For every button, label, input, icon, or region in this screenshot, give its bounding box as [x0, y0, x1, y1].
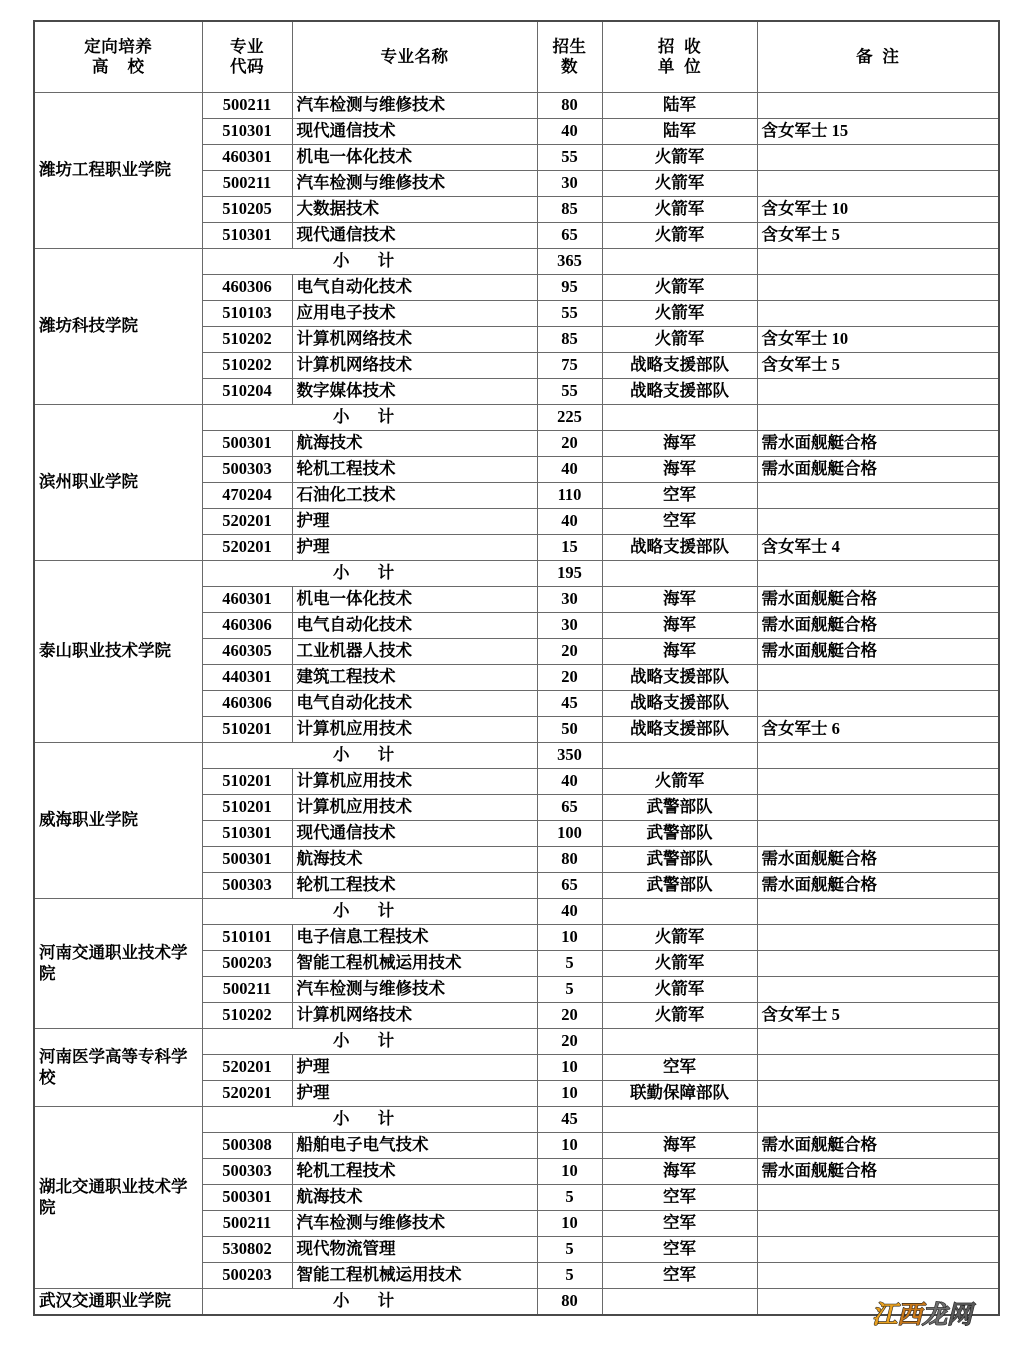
enrollment-count-cell: 110 [537, 483, 602, 509]
major-name-cell: 机电一体化技术 [292, 587, 537, 613]
major-code-cell: 510205 [202, 197, 292, 223]
major-name-cell: 计算机应用技术 [292, 769, 537, 795]
enrollment-count-cell: 15 [537, 535, 602, 561]
major-code-cell: 500203 [202, 951, 292, 977]
enrollment-count-cell: 100 [537, 821, 602, 847]
major-name-cell: 计算机应用技术 [292, 795, 537, 821]
recruiting-unit-cell: 火箭军 [602, 301, 757, 327]
school-name-cell: 潍坊科技学院 [34, 249, 202, 405]
subtotal-unit-empty [602, 1029, 757, 1055]
subtotal-label: 小 计 [202, 561, 537, 587]
recruiting-unit-cell: 武警部队 [602, 821, 757, 847]
major-name-cell: 智能工程机械运用技术 [292, 951, 537, 977]
subtotal-row [34, 1289, 999, 1315]
recruiting-unit-cell: 陆军 [602, 93, 757, 119]
major-name-cell: 工业机器人技术 [292, 639, 537, 665]
major-name-cell: 护理 [292, 1055, 537, 1081]
column-header-remark [757, 21, 999, 93]
enrollment-count-cell: 80 [537, 847, 602, 873]
remark-cell [757, 1185, 999, 1211]
subtotal-row [34, 249, 999, 275]
recruiting-unit-cell: 火箭军 [602, 977, 757, 1003]
subtotal-count: 350 [537, 743, 602, 769]
column-header-count-line2: 数 [561, 57, 578, 76]
table-header [34, 21, 999, 93]
remark-cell: 需水面舰艇合格 [757, 431, 999, 457]
school-name-cell: 湖北交通职业技术学院 [34, 1107, 202, 1289]
major-name-cell: 计算机网络技术 [292, 353, 537, 379]
enrollment-count-cell: 10 [537, 1081, 602, 1107]
major-code-cell: 470204 [202, 483, 292, 509]
subtotal-count: 225 [537, 405, 602, 431]
major-code-cell: 500211 [202, 171, 292, 197]
subtotal-count: 20 [537, 1029, 602, 1055]
column-header-unit-line2: 单 位 [657, 57, 702, 76]
major-code-cell: 510204 [202, 379, 292, 405]
enrollment-count-cell: 40 [537, 119, 602, 145]
column-header-code-line1: 专业 [230, 36, 264, 56]
enrollment-count-cell: 5 [537, 977, 602, 1003]
remark-cell [757, 1263, 999, 1289]
major-name-cell: 轮机工程技术 [292, 873, 537, 899]
remark-cell: 含女军士 5 [757, 223, 999, 249]
major-name-cell: 建筑工程技术 [292, 665, 537, 691]
recruiting-unit-cell: 火箭军 [602, 275, 757, 301]
major-code-cell: 510202 [202, 327, 292, 353]
major-code-cell: 510201 [202, 717, 292, 743]
recruiting-unit-cell: 火箭军 [602, 769, 757, 795]
enrollment-count-cell: 40 [537, 509, 602, 535]
major-code-cell: 510202 [202, 1003, 292, 1029]
column-header-count [537, 21, 602, 93]
school-name-cell: 武汉交通职业学院 [34, 1289, 202, 1315]
subtotal-remark-empty [757, 899, 999, 925]
major-code-cell: 500211 [202, 977, 292, 1003]
recruiting-unit-cell: 陆军 [602, 119, 757, 145]
major-code-cell: 460306 [202, 275, 292, 301]
recruiting-unit-cell: 火箭军 [602, 1003, 757, 1029]
subtotal-count: 365 [537, 249, 602, 275]
enrollment-count-cell: 95 [537, 275, 602, 301]
recruiting-unit-cell: 火箭军 [602, 197, 757, 223]
major-name-cell: 电气自动化技术 [292, 275, 537, 301]
major-code-cell: 530802 [202, 1237, 292, 1263]
table-body [34, 93, 999, 1315]
recruiting-unit-cell: 海军 [602, 457, 757, 483]
major-name-cell: 汽车检测与维修技术 [292, 171, 537, 197]
enrollment-count-cell: 30 [537, 171, 602, 197]
remark-cell [757, 483, 999, 509]
recruiting-unit-cell: 空军 [602, 1263, 757, 1289]
major-code-cell: 510301 [202, 223, 292, 249]
column-header-code-line2: 代码 [230, 57, 264, 76]
major-code-cell: 500303 [202, 457, 292, 483]
column-header-major [292, 21, 537, 93]
subtotal-unit-empty [602, 405, 757, 431]
enrollment-count-cell: 40 [537, 457, 602, 483]
remark-cell: 含女军士 6 [757, 717, 999, 743]
enrollment-count-cell: 40 [537, 769, 602, 795]
remark-cell: 需水面舰艇合格 [757, 1159, 999, 1185]
school-name-cell: 威海职业学院 [34, 743, 202, 899]
major-name-cell: 计算机网络技术 [292, 1003, 537, 1029]
remark-cell [757, 145, 999, 171]
header-row [34, 21, 999, 93]
major-name-cell: 智能工程机械运用技术 [292, 1263, 537, 1289]
major-name-cell: 航海技术 [292, 1185, 537, 1211]
recruiting-unit-cell: 武警部队 [602, 795, 757, 821]
recruiting-unit-cell: 火箭军 [602, 223, 757, 249]
subtotal-remark-empty [757, 743, 999, 769]
school-name-cell: 滨州职业学院 [34, 405, 202, 561]
enrollment-count-cell: 50 [537, 717, 602, 743]
major-code-cell: 500211 [202, 1211, 292, 1237]
enrollment-count-cell: 10 [537, 1133, 602, 1159]
major-code-cell: 500211 [202, 93, 292, 119]
remark-cell: 含女军士 5 [757, 353, 999, 379]
recruiting-unit-cell: 海军 [602, 1133, 757, 1159]
enrollment-count-cell: 5 [537, 951, 602, 977]
major-code-cell: 500301 [202, 847, 292, 873]
enrollment-count-cell: 65 [537, 873, 602, 899]
subtotal-label: 小 计 [202, 743, 537, 769]
enrollment-count-cell: 55 [537, 379, 602, 405]
recruiting-unit-cell: 战略支援部队 [602, 717, 757, 743]
major-code-cell: 500203 [202, 1263, 292, 1289]
major-name-cell: 护理 [292, 535, 537, 561]
remark-cell: 需水面舰艇合格 [757, 587, 999, 613]
major-name-cell: 石油化工技术 [292, 483, 537, 509]
remark-cell [757, 171, 999, 197]
recruiting-unit-cell: 空军 [602, 483, 757, 509]
major-name-cell: 应用电子技术 [292, 301, 537, 327]
remark-cell [757, 665, 999, 691]
school-name-cell: 潍坊工程职业学院 [34, 93, 202, 249]
major-name-cell: 电气自动化技术 [292, 613, 537, 639]
recruiting-unit-cell: 火箭军 [602, 171, 757, 197]
remark-cell: 含女军士 4 [757, 535, 999, 561]
subtotal-row [34, 1107, 999, 1133]
enrollment-count-cell: 85 [537, 197, 602, 223]
enrollment-count-cell: 65 [537, 223, 602, 249]
enrollment-count-cell: 10 [537, 925, 602, 951]
remark-cell [757, 301, 999, 327]
enrollment-count-cell: 10 [537, 1055, 602, 1081]
major-name-cell: 护理 [292, 509, 537, 535]
major-code-cell: 440301 [202, 665, 292, 691]
recruiting-unit-cell: 火箭军 [602, 951, 757, 977]
watermark-char: 江 [872, 1300, 898, 1329]
subtotal-count: 80 [537, 1289, 602, 1315]
major-name-cell: 大数据技术 [292, 197, 537, 223]
recruiting-unit-cell: 战略支援部队 [602, 691, 757, 717]
major-name-cell: 汽车检测与维修技术 [292, 1211, 537, 1237]
major-code-cell: 510201 [202, 769, 292, 795]
major-name-cell: 数字媒体技术 [292, 379, 537, 405]
enrollment-count-cell: 55 [537, 145, 602, 171]
recruiting-unit-cell: 战略支援部队 [602, 535, 757, 561]
major-name-cell: 轮机工程技术 [292, 457, 537, 483]
subtotal-unit-empty [602, 743, 757, 769]
major-code-cell: 510201 [202, 795, 292, 821]
enrollment-count-cell: 5 [537, 1185, 602, 1211]
major-name-cell: 电气自动化技术 [292, 691, 537, 717]
major-name-cell: 计算机应用技术 [292, 717, 537, 743]
remark-cell: 含女军士 10 [757, 197, 999, 223]
enrollment-count-cell: 10 [537, 1211, 602, 1237]
enrollment-count-cell: 55 [537, 301, 602, 327]
enrollment-count-cell: 5 [537, 1263, 602, 1289]
subtotal-remark-empty [757, 249, 999, 275]
subtotal-row [34, 899, 999, 925]
major-code-cell: 460305 [202, 639, 292, 665]
subtotal-row [34, 405, 999, 431]
enrollment-count-cell: 20 [537, 665, 602, 691]
subtotal-unit-empty [602, 1289, 757, 1315]
subtotal-label: 小 计 [202, 249, 537, 275]
major-name-cell: 机电一体化技术 [292, 145, 537, 171]
major-code-cell: 500303 [202, 873, 292, 899]
enrollment-count-cell: 75 [537, 353, 602, 379]
remark-cell [757, 925, 999, 951]
major-code-cell: 460306 [202, 613, 292, 639]
subtotal-label: 小 计 [202, 1107, 537, 1133]
major-code-cell: 520201 [202, 535, 292, 561]
recruiting-unit-cell: 空军 [602, 509, 757, 535]
remark-cell: 含女军士 15 [757, 119, 999, 145]
remark-cell [757, 1211, 999, 1237]
major-name-cell: 轮机工程技术 [292, 1159, 537, 1185]
remark-cell: 需水面舰艇合格 [757, 847, 999, 873]
subtotal-count: 195 [537, 561, 602, 587]
remark-cell [757, 691, 999, 717]
remark-cell: 需水面舰艇合格 [757, 873, 999, 899]
major-name-cell: 航海技术 [292, 431, 537, 457]
column-header-count-line1: 招生 [552, 36, 587, 56]
enrollment-count-cell: 20 [537, 639, 602, 665]
enrollment-count-cell: 20 [537, 431, 602, 457]
column-header-unit-line1: 招 收 [657, 36, 702, 56]
remark-cell [757, 1237, 999, 1263]
recruiting-unit-cell: 火箭军 [602, 925, 757, 951]
major-code-cell: 510103 [202, 301, 292, 327]
major-code-cell: 510301 [202, 119, 292, 145]
recruiting-unit-cell: 战略支援部队 [602, 379, 757, 405]
major-name-cell: 现代通信技术 [292, 223, 537, 249]
recruiting-unit-cell: 海军 [602, 613, 757, 639]
school-name-cell: 河南医学高等专科学校 [34, 1029, 202, 1107]
major-code-cell: 460301 [202, 145, 292, 171]
subtotal-row [34, 1029, 999, 1055]
column-header-school [34, 21, 202, 93]
major-name-cell: 现代通信技术 [292, 119, 537, 145]
column-header-school-line2: 高 校 [92, 57, 145, 76]
recruiting-unit-cell: 火箭军 [602, 145, 757, 171]
subtotal-remark-empty [757, 405, 999, 431]
subtotal-unit-empty [602, 1107, 757, 1133]
major-code-cell: 500301 [202, 1185, 292, 1211]
subtotal-row [34, 561, 999, 587]
recruiting-unit-cell: 武警部队 [602, 847, 757, 873]
subtotal-row [34, 743, 999, 769]
major-name-cell: 汽车检测与维修技术 [292, 93, 537, 119]
major-code-cell: 500301 [202, 431, 292, 457]
recruiting-unit-cell: 海军 [602, 639, 757, 665]
major-name-cell: 计算机网络技术 [292, 327, 537, 353]
enrollment-count-cell: 45 [537, 691, 602, 717]
column-header-major-line1: 专业名称 [380, 46, 449, 66]
subtotal-count: 40 [537, 899, 602, 925]
site-watermark [872, 1302, 972, 1327]
remark-cell [757, 951, 999, 977]
subtotal-label: 小 计 [202, 899, 537, 925]
recruiting-unit-cell: 空军 [602, 1237, 757, 1263]
watermark-char: 龙 [922, 1300, 948, 1329]
subtotal-remark-empty [757, 1029, 999, 1055]
recruiting-unit-cell: 火箭军 [602, 327, 757, 353]
subtotal-remark-empty [757, 561, 999, 587]
major-code-cell: 500303 [202, 1159, 292, 1185]
enrollment-count-cell: 20 [537, 1003, 602, 1029]
subtotal-label: 小 计 [202, 1029, 537, 1055]
major-name-cell: 航海技术 [292, 847, 537, 873]
remark-cell [757, 821, 999, 847]
remark-cell [757, 93, 999, 119]
recruiting-unit-cell: 空军 [602, 1055, 757, 1081]
subtotal-remark-empty [757, 1107, 999, 1133]
major-code-cell: 520201 [202, 509, 292, 535]
enrollment-count-cell: 80 [537, 93, 602, 119]
watermark-char: 网 [947, 1300, 973, 1329]
subtotal-unit-empty [602, 561, 757, 587]
recruiting-unit-cell: 海军 [602, 431, 757, 457]
recruiting-unit-cell: 空军 [602, 1211, 757, 1237]
major-name-cell: 现代通信技术 [292, 821, 537, 847]
remark-cell [757, 275, 999, 301]
watermark-char: 西 [897, 1300, 923, 1329]
column-header-remark-line1: 备 注 [856, 46, 900, 66]
column-header-unit [602, 21, 757, 93]
recruiting-unit-cell: 海军 [602, 587, 757, 613]
remark-cell: 需水面舰艇合格 [757, 639, 999, 665]
remark-cell: 含女军士 5 [757, 1003, 999, 1029]
remark-cell [757, 1055, 999, 1081]
subtotal-label: 小 计 [202, 405, 537, 431]
recruiting-unit-cell: 空军 [602, 1185, 757, 1211]
major-name-cell: 电子信息工程技术 [292, 925, 537, 951]
enrollment-count-cell: 85 [537, 327, 602, 353]
major-name-cell: 现代物流管理 [292, 1237, 537, 1263]
major-name-cell: 船舶电子电气技术 [292, 1133, 537, 1159]
column-header-code [202, 21, 292, 93]
remark-cell: 需水面舰艇合格 [757, 613, 999, 639]
major-code-cell: 460301 [202, 587, 292, 613]
enrollment-plan-table [33, 20, 1000, 1316]
remark-cell [757, 509, 999, 535]
major-code-cell: 460306 [202, 691, 292, 717]
remark-cell: 需水面舰艇合格 [757, 457, 999, 483]
enrollment-count-cell: 10 [537, 1159, 602, 1185]
column-header-school-line1: 定向培养 [84, 36, 153, 56]
major-code-cell: 510301 [202, 821, 292, 847]
enrollment-count-cell: 30 [537, 613, 602, 639]
remark-cell: 含女军士 10 [757, 327, 999, 353]
major-code-cell: 510202 [202, 353, 292, 379]
remark-cell [757, 379, 999, 405]
major-code-cell: 520201 [202, 1055, 292, 1081]
recruiting-unit-cell: 武警部队 [602, 873, 757, 899]
major-code-cell: 520201 [202, 1081, 292, 1107]
subtotal-label: 小 计 [202, 1289, 537, 1315]
major-name-cell: 汽车检测与维修技术 [292, 977, 537, 1003]
major-code-cell: 500308 [202, 1133, 292, 1159]
recruiting-unit-cell: 战略支援部队 [602, 665, 757, 691]
enrollment-count-cell: 5 [537, 1237, 602, 1263]
remark-cell [757, 1081, 999, 1107]
subtotal-unit-empty [602, 899, 757, 925]
school-name-cell: 泰山职业技术学院 [34, 561, 202, 743]
remark-cell [757, 795, 999, 821]
major-code-cell: 510101 [202, 925, 292, 951]
recruiting-unit-cell: 联勤保障部队 [602, 1081, 757, 1107]
recruiting-unit-cell: 战略支援部队 [602, 353, 757, 379]
subtotal-unit-empty [602, 249, 757, 275]
school-name-cell: 河南交通职业技术学院 [34, 899, 202, 1029]
remark-cell [757, 977, 999, 1003]
recruiting-unit-cell: 海军 [602, 1159, 757, 1185]
table-row [34, 93, 999, 119]
major-name-cell: 护理 [292, 1081, 537, 1107]
subtotal-count: 45 [537, 1107, 602, 1133]
remark-cell: 需水面舰艇合格 [757, 1133, 999, 1159]
enrollment-count-cell: 30 [537, 587, 602, 613]
enrollment-count-cell: 65 [537, 795, 602, 821]
remark-cell [757, 769, 999, 795]
